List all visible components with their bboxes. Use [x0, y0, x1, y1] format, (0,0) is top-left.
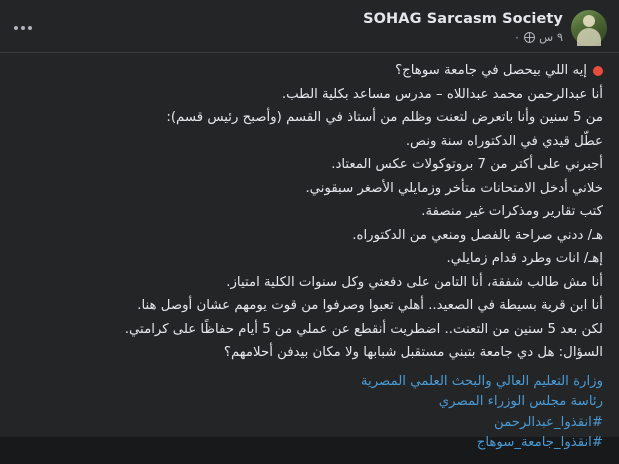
post-privacy: ٠: [513, 30, 521, 44]
post-meta-row: [363, 30, 563, 44]
globe-icon: [524, 32, 535, 43]
post-line: هـ/ ددني صراحة بالفصل ومنعي من الدكتوراه.: [352, 227, 603, 243]
tag-link-cabinet[interactable]: رئاسة مجلس الوزراء المصري: [438, 394, 603, 409]
post-header: [0, 0, 619, 52]
more-options-icon[interactable]: [10, 22, 36, 34]
dot: [21, 26, 25, 30]
post-tags: [16, 372, 603, 454]
post-line: إهـ/ انات وطرد قدام زمايلي.: [446, 251, 603, 266]
dot: [14, 26, 18, 30]
post-line: لكن بعد 5 سنين من التعنت.. اضطريت أنقطع عن عملي من 5 أيام حفاظًا على كرامتي.: [124, 321, 603, 337]
post-line: السؤال: هل دي جامعة بتبني مستقبل شبابها ولا مكان بيدفن أحلامهم؟: [223, 345, 603, 360]
dot: [28, 26, 32, 30]
post-line: عطّل قيدي في الدكتوراه سنة ونص.: [405, 133, 603, 149]
post-author-block: [12, 10, 607, 46]
hashtag-save-abdelrahman[interactable]: #انقذوا_عبدالرحمن: [493, 414, 603, 430]
post-line: أنا ابن قرية بسيطة في الصعيد.. أهلي تعبوا وصرفوا من قوت يومهم عشان أوصل هنا.: [137, 298, 603, 313]
avatar[interactable]: [571, 10, 607, 46]
post-line: أنا عبدالرحمن محمد عبداللاه – مدرس مساعد بكلية الطب.: [281, 86, 603, 102]
post-line-headline: [16, 61, 603, 82]
page-avatar-image: [571, 10, 607, 46]
post-line: أنا مش طالب شفقة، أنا التامن على دفعتي وكل سنوات الكلية امتياز.: [226, 274, 603, 290]
post-line: كتب تقارير ومذكرات غير منصفة.: [421, 204, 603, 219]
post-line: خلاني أدخل الامتحانات متأخر وزمايلي الأصغر سبقوني.: [305, 180, 603, 196]
tag-link-ministry[interactable]: وزارة التعليم العالي والبحث العلمي المصرية: [360, 373, 603, 389]
post-line-text: إيه اللي بيحصل في جامعة سوهاج؟: [395, 63, 587, 78]
post-line: أجبرني على أكتر من 7 بروتوكولات عكس المعتاد.: [331, 157, 603, 172]
page-name[interactable]: SOHAG Sarcasm Society: [363, 11, 563, 27]
author-meta: [363, 11, 563, 44]
post-line: من 5 سنين وأنا باتعرض لتعنت وظلم من أستاذ في القسم (وأصبح رئيس قسم):: [166, 110, 603, 125]
post-body: [0, 53, 619, 464]
hashtag-save-sohag-university[interactable]: #انقذوا_جامعة_سوهاج: [476, 435, 603, 450]
red-dot-icon: [593, 66, 603, 76]
post-timestamp[interactable]: ٩ س: [539, 30, 563, 44]
